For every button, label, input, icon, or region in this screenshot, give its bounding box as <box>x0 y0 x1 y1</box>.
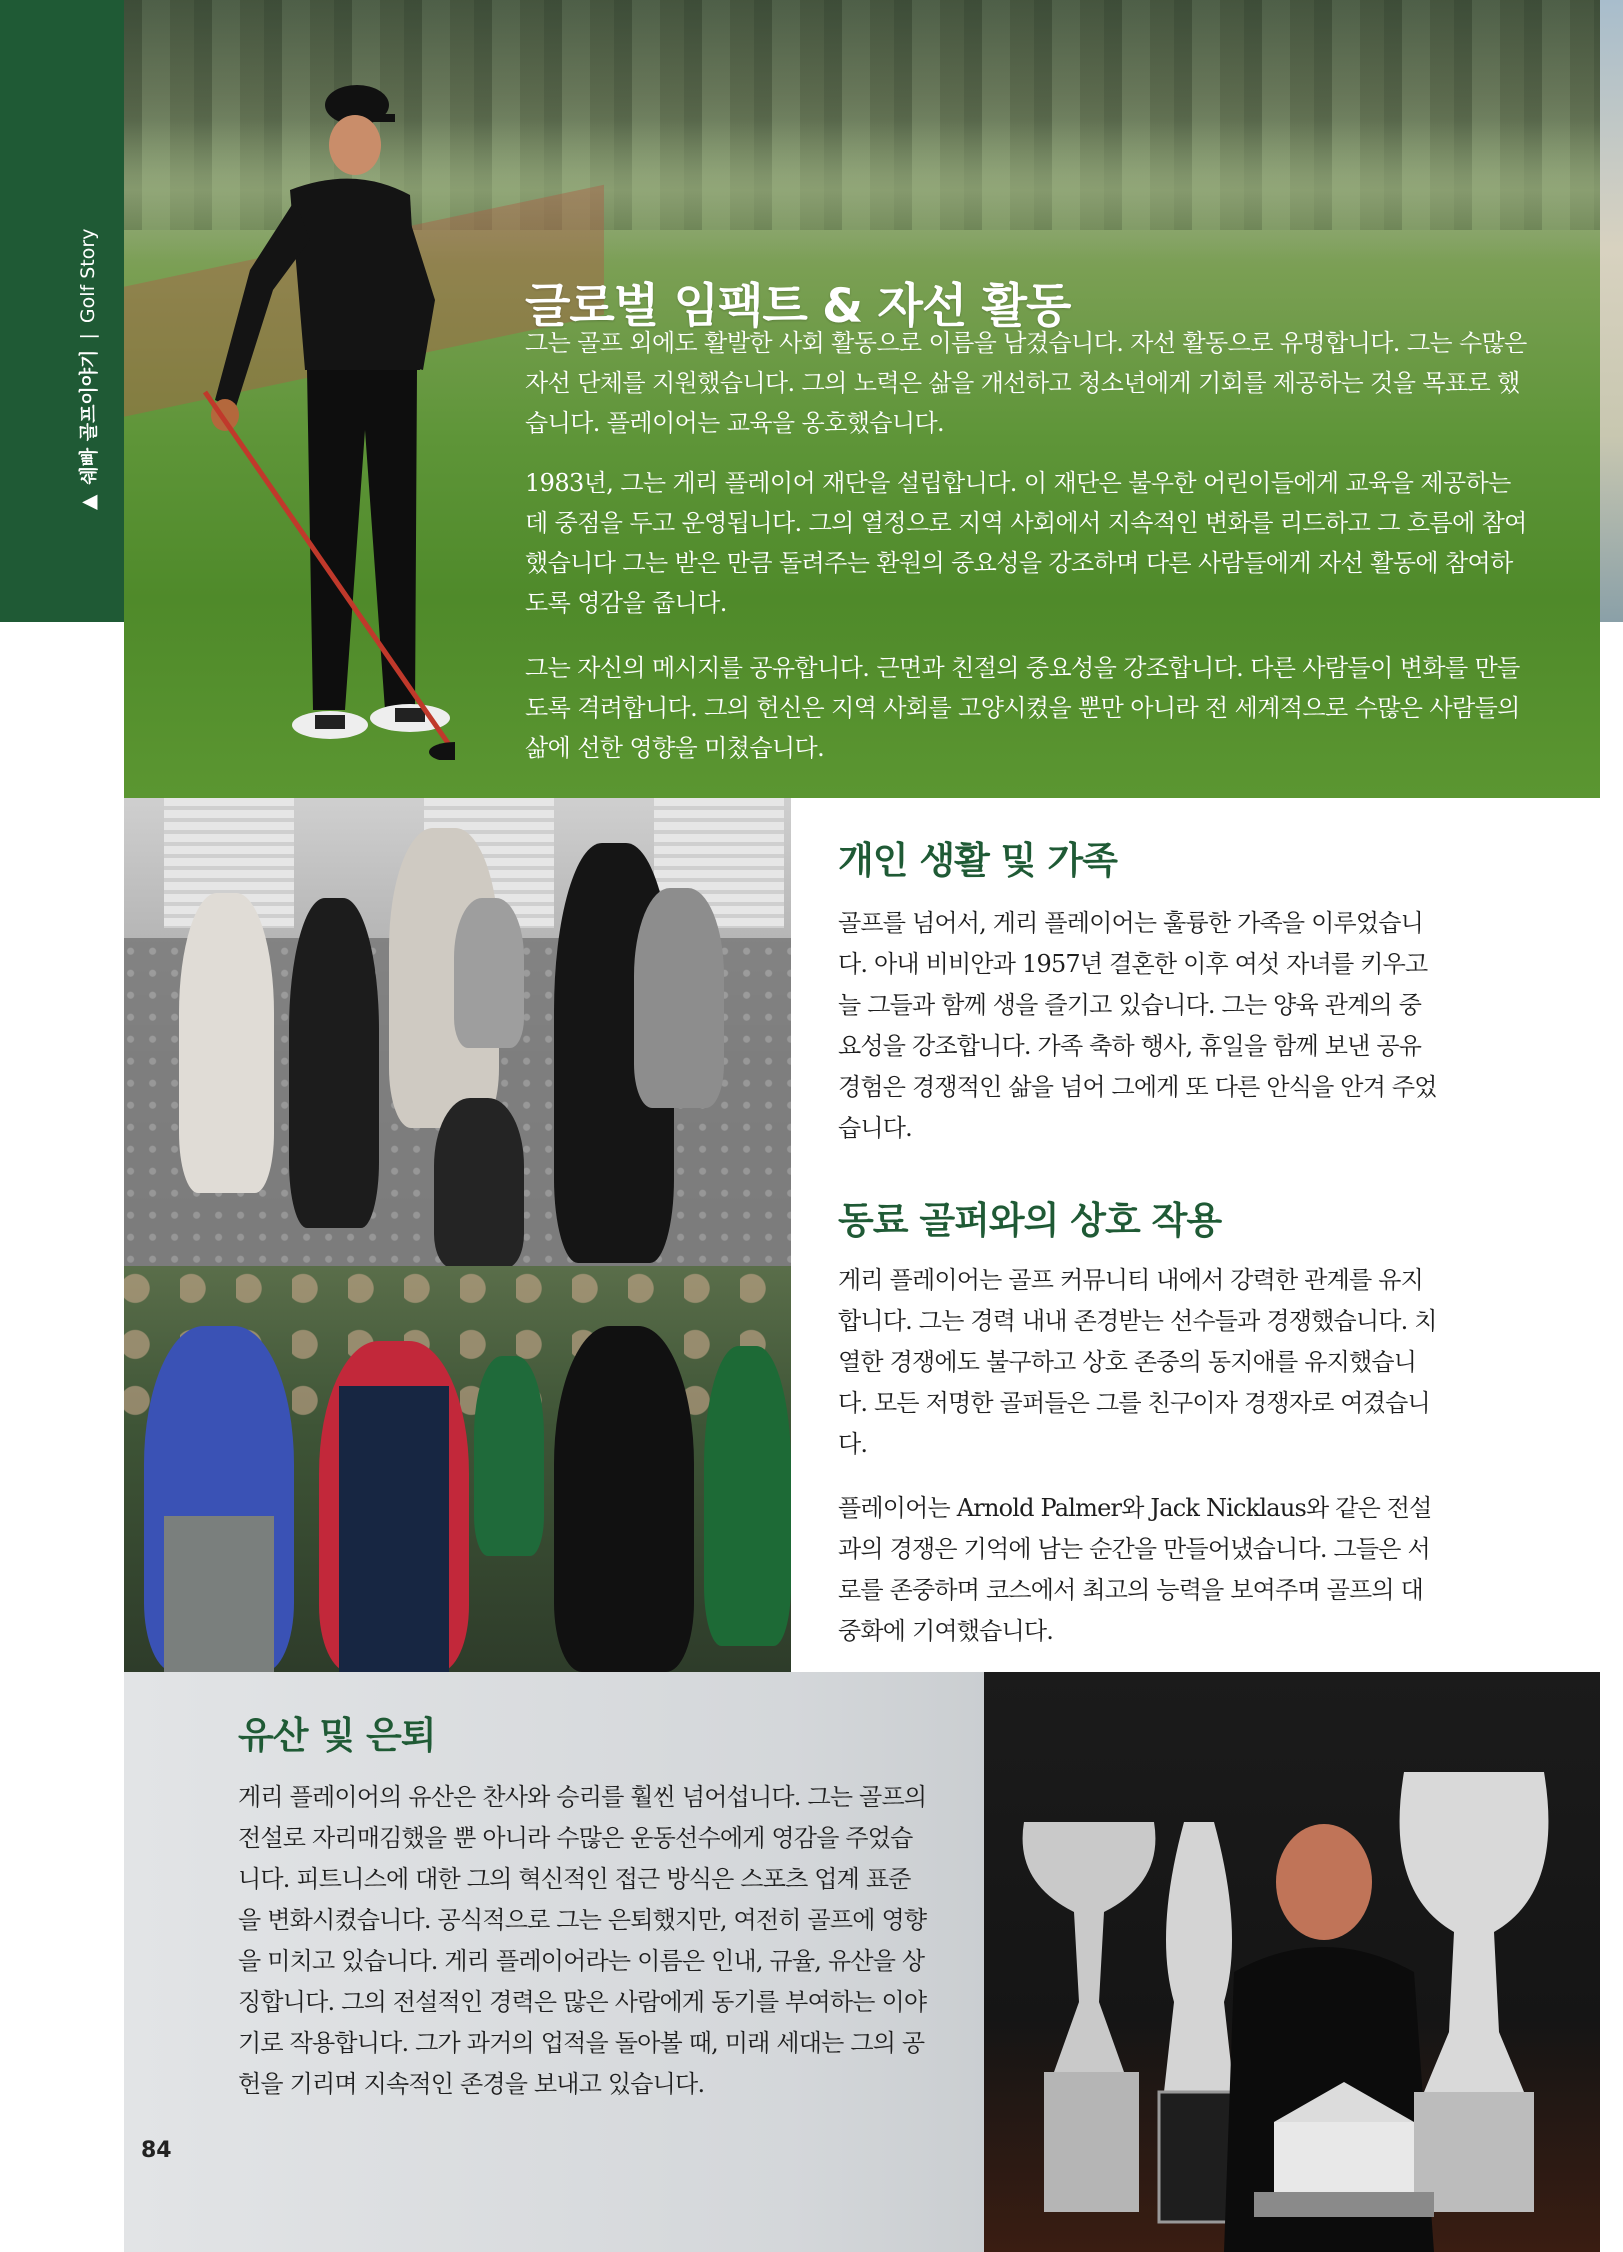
photo-toddler <box>454 898 524 1048</box>
photo-child-1 <box>179 893 274 1193</box>
hero-title: 글로벌 임팩트 & 자선 활동 <box>525 279 1071 335</box>
legends-photo <box>124 1266 791 1672</box>
family-photo <box>124 798 791 1266</box>
page-number: 84 <box>141 2138 172 2163</box>
peers-paragraph-1: 게리 플레이어는 골프 커뮤니티 내에서 강력한 관계를 유지합니다. 그는 경력 내내 존경받는 선수들과 경쟁했습니다. 치열한 경쟁에도 불구하고 상호 존중의 동지애를 유지했습니다. 모든 저명한 골퍼들은 그를 친구이자 경쟁자로 여겼습니다. <box>838 1266 1437 1458</box>
peers-paragraph-2: 플레이어는 Arnold Palmer와 Jack Nicklaus와 같은 전설과의 경쟁은 기억에 남는 순간을 만들어냈습니다. 그들은 서로를 존중하며 코스에서 최고의 능력을 보여주며 골프의 대중화에 기여했습니다. <box>838 1494 1432 1645</box>
trophy-photo <box>984 1672 1600 2252</box>
trophy-photo-drawing <box>984 1672 1600 2252</box>
section-label-ko: 쉐빠 골프이야기 <box>78 349 100 485</box>
section-side-tab <box>0 0 124 622</box>
section-label-en: Golf Story <box>76 228 99 324</box>
hero-paragraph-2: 1983년, 그는 게리 플레이어 재단을 설립합니다. 이 재단은 불우한 어린이들에게 교육을 제공하는 데 중점을 두고 운영됩니다. 그의 열정으로 지역 사회에서 지속적인 변화를 리드하고 그 흐름에 참여했습니다 그는 받은 만큼 돌려주는 환원의 중요성을 강조하며 다른 사람들에게 자선 활동에 참여하도록 영감을 줍니다. <box>525 469 1527 617</box>
photo-green-jacket-right <box>704 1346 791 1646</box>
photo-baby <box>634 888 724 1108</box>
side-tab-label <box>74 150 101 510</box>
photo-green-jacket <box>474 1356 544 1556</box>
photo-boy <box>434 1098 524 1266</box>
section-label-divider: | <box>76 333 99 340</box>
photo-vest <box>339 1386 449 1672</box>
photo-trousers <box>164 1516 274 1672</box>
golfer-photo <box>195 70 455 760</box>
photo-child-2 <box>289 898 379 1228</box>
legacy-heading: 유산 및 은퇴 <box>238 1714 436 1757</box>
family-heading: 개인 생활 및 가족 <box>838 839 1117 882</box>
peers-heading: 동료 골퍼와의 상호 작용 <box>838 1199 1222 1242</box>
hero-paragraph-3: 그는 자신의 메시지를 공유합니다. 근면과 친절의 중요성을 강조합니다. 다른 사람들이 변화를 만들도록 격려합니다. 그의 헌신은 지역 사회를 고양시켰을 뿐만 아니라 전 세계적으로 수많은 사람들의 삶에 선한 영향을 미쳤습니다. <box>525 654 1520 762</box>
hero-paragraph-1: 그는 골프 외에도 활발한 사회 활동으로 이름을 남겼습니다. 자선 활동으로 유명합니다. 그는 수많은 자선 단체를 지원했습니다. 그의 노력은 삶을 개선하고 청소년에게 기회를 제공하는 것을 목표로 했습니다. 플레이어는 교육을 옹호했습니다. <box>525 329 1527 437</box>
home-icon: ▲ <box>75 494 100 510</box>
adjacent-page-edge <box>1600 0 1623 622</box>
family-paragraph: 골프를 넘어서, 게리 플레이어는 훌륭한 가족을 이루었습니다. 아내 비비안과 1957년 결혼한 이후 여섯 자녀를 키우고 늘 그들과 함께 생을 즐기고 있습니다. 그는 양육 관계의 중요성을 강조합니다. 가족 축하 행사, 휴일을 함께 보낸 공유 경험은 경쟁적인 삶을 넘어 그에게 또 다른 안식을 안겨 주었습니다. <box>838 909 1437 1142</box>
photo-golfer-black <box>554 1326 694 1672</box>
legacy-paragraph: 게리 플레이어의 유산은 찬사와 승리를 훨씬 넘어섭니다. 그는 골프의 전설로 자리매김했을 뿐 아니라 수많은 운동선수에게 영감을 주었습니다. 피트니스에 대한 그의 혁신적인 접근 방식은 스포츠 업계 표준을 변화시켰습니다. 공식적으로 그는 은퇴했지만, 여전히 골프에 영향을 미치고 있습니다. 게리 플레이어라는 이름은 인내, 규율, 유산을 상징합니다. 그의 전설적인 경력은 많은 사람에게 동기를 부여하는 이야기로 작용합니다. 그가 과거의 업적을 돌아볼 때, 미래 세대는 그의 공헌을 기리며 지속적인 존경을 보내고 있습니다. <box>238 1783 927 2098</box>
